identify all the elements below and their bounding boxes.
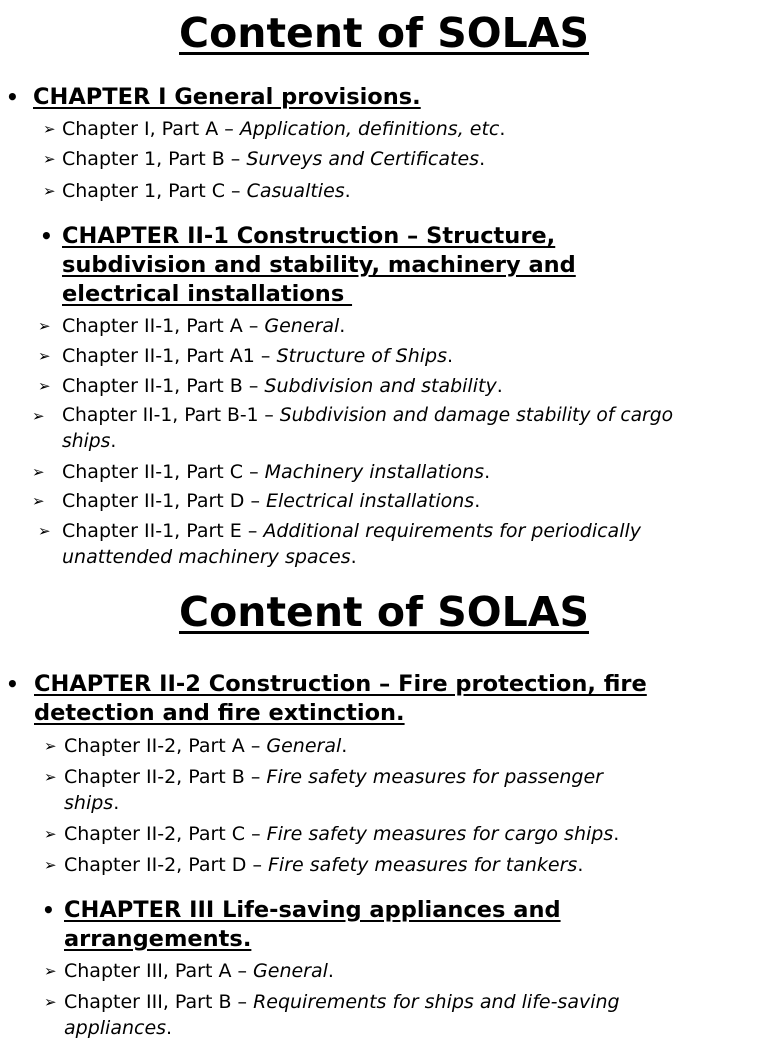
item-prefix: Chapter II-1, Part B –	[62, 375, 265, 397]
list-item	[43, 178, 351, 204]
list-item	[38, 313, 346, 339]
item-description-continued: ships	[62, 431, 111, 452]
list-item	[43, 116, 506, 142]
list-item	[44, 764, 603, 816]
item-description-continued: unattended machinery spaces	[62, 546, 351, 568]
item-prefix: Chapter I, Part A –	[62, 118, 240, 140]
arrow-bullet-icon: ➢	[43, 150, 56, 168]
item-end: .	[496, 375, 503, 397]
list-item	[44, 958, 334, 984]
item-end: .	[474, 490, 481, 512]
chapter-heading-line: CHAPTER II-1 Construction – Structure,	[62, 223, 556, 249]
item-end: .	[577, 854, 584, 876]
item-end: .	[499, 118, 506, 140]
chapter-ii-1-heading	[40, 222, 576, 309]
arrow-bullet-icon: ➢	[32, 492, 45, 510]
item-end: .	[447, 345, 454, 367]
item-end: .	[339, 315, 346, 337]
item-description: Casualties	[246, 180, 345, 202]
item-description: Application, definitions, etc	[239, 118, 500, 140]
item-description: Structure of Ships	[276, 345, 447, 367]
arrow-bullet-icon: ➢	[43, 120, 56, 138]
arrow-bullet-icon: ➢	[44, 737, 57, 755]
item-end: .	[327, 960, 334, 982]
item-end: .	[613, 823, 620, 845]
item-prefix: Chapter II-1, Part D –	[62, 490, 266, 512]
slide2-title: Content of SOLAS	[179, 588, 589, 636]
arrow-bullet-icon: ➢	[43, 182, 56, 200]
arrow-bullet-icon: ➢	[38, 317, 51, 335]
item-description: Subdivision and stability	[264, 375, 497, 397]
chapter-heading-line: arrangements.	[64, 926, 252, 952]
arrow-bullet-icon: ➢	[32, 463, 45, 481]
item-prefix: Chapter II-1, Part C –	[62, 461, 265, 483]
item-description: Surveys and Certificates	[246, 148, 480, 170]
item-prefix: Chapter II-2, Part C –	[64, 823, 267, 845]
item-description: Electrical installations	[266, 490, 475, 512]
item-prefix: Chapter II-2, Part D –	[64, 854, 268, 876]
chapter-heading-line: electrical installations	[62, 281, 353, 307]
chapter-heading-line: CHAPTER II-2 Construction – Fire protection, fire	[34, 671, 647, 697]
item-description: Subdivision and damage stability of cargo	[279, 405, 674, 426]
item-end: .	[344, 180, 351, 202]
arrow-bullet-icon: ➢	[44, 856, 57, 874]
item-prefix: Chapter II-1, Part B-1 –	[62, 405, 280, 426]
chapter-iii-heading	[42, 896, 561, 954]
item-prefix: Chapter III, Part B –	[64, 991, 254, 1013]
item-end: .	[113, 792, 120, 814]
list-item	[38, 518, 641, 570]
arrow-bullet-icon: ➢	[38, 377, 51, 395]
chapter-heading-line: subdivision and stability, machinery and	[62, 252, 576, 278]
item-description: Fire safety measures for cargo ships	[266, 823, 614, 845]
arrow-bullet-icon: ➢	[32, 407, 45, 425]
chapter-heading-line: CHAPTER III Life-saving appliances and	[64, 897, 561, 923]
arrow-bullet-icon: ➢	[44, 962, 57, 980]
chapter-i-heading	[6, 83, 421, 112]
item-description: General	[266, 735, 342, 757]
arrow-bullet-icon: ➢	[44, 993, 57, 1011]
item-prefix: Chapter II-1, Part A1 –	[62, 345, 277, 367]
item-description-continued: appliances	[64, 1017, 167, 1039]
list-item	[32, 488, 481, 514]
bullet-icon: •	[6, 672, 19, 696]
item-description: Requirements for ships and life-saving	[253, 991, 620, 1013]
list-item	[32, 403, 768, 455]
chapter-heading-text: CHAPTER I General provisions.	[33, 84, 421, 110]
bullet-icon: •	[40, 224, 53, 248]
list-item	[44, 821, 620, 847]
arrow-bullet-icon: ➢	[44, 768, 57, 786]
item-description: Additional requirements for periodically	[263, 520, 641, 542]
item-prefix: Chapter II-1, Part A –	[62, 315, 265, 337]
bullet-icon: •	[6, 85, 19, 109]
chapter-heading-line: detection and fire extinction.	[34, 700, 405, 726]
list-item	[43, 146, 486, 172]
list-item	[44, 989, 620, 1041]
list-item	[38, 343, 454, 369]
chapter-ii-2-heading	[6, 670, 647, 728]
item-prefix: Chapter II-1, Part E –	[62, 520, 264, 542]
item-description: Machinery installations	[264, 461, 485, 483]
arrow-bullet-icon: ➢	[38, 522, 51, 540]
arrow-bullet-icon: ➢	[44, 825, 57, 843]
list-item	[32, 459, 491, 485]
item-prefix: Chapter II-2, Part A –	[64, 735, 267, 757]
item-prefix: Chapter 1, Part C –	[62, 180, 247, 202]
slide1-title: Content of SOLAS	[179, 9, 589, 57]
item-end: .	[484, 461, 491, 483]
item-end: .	[479, 148, 486, 170]
item-prefix: Chapter III, Part A –	[64, 960, 254, 982]
item-end: .	[350, 546, 357, 568]
arrow-bullet-icon: ➢	[38, 347, 51, 365]
item-description: General	[253, 960, 328, 982]
item-description: General	[264, 315, 340, 337]
list-item	[44, 733, 348, 759]
item-prefix: Chapter II-2, Part B –	[64, 766, 267, 788]
item-description: Fire safety measures for tankers	[268, 854, 578, 876]
item-end: .	[341, 735, 348, 757]
item-description: Fire safety measures for passenger	[266, 766, 603, 788]
bullet-icon: •	[42, 898, 55, 922]
item-prefix: Chapter 1, Part B –	[62, 148, 247, 170]
item-end: .	[166, 1017, 173, 1039]
list-item	[44, 852, 584, 878]
list-item	[38, 373, 503, 399]
item-description-continued: ships	[64, 792, 114, 814]
item-end: .	[110, 431, 117, 452]
